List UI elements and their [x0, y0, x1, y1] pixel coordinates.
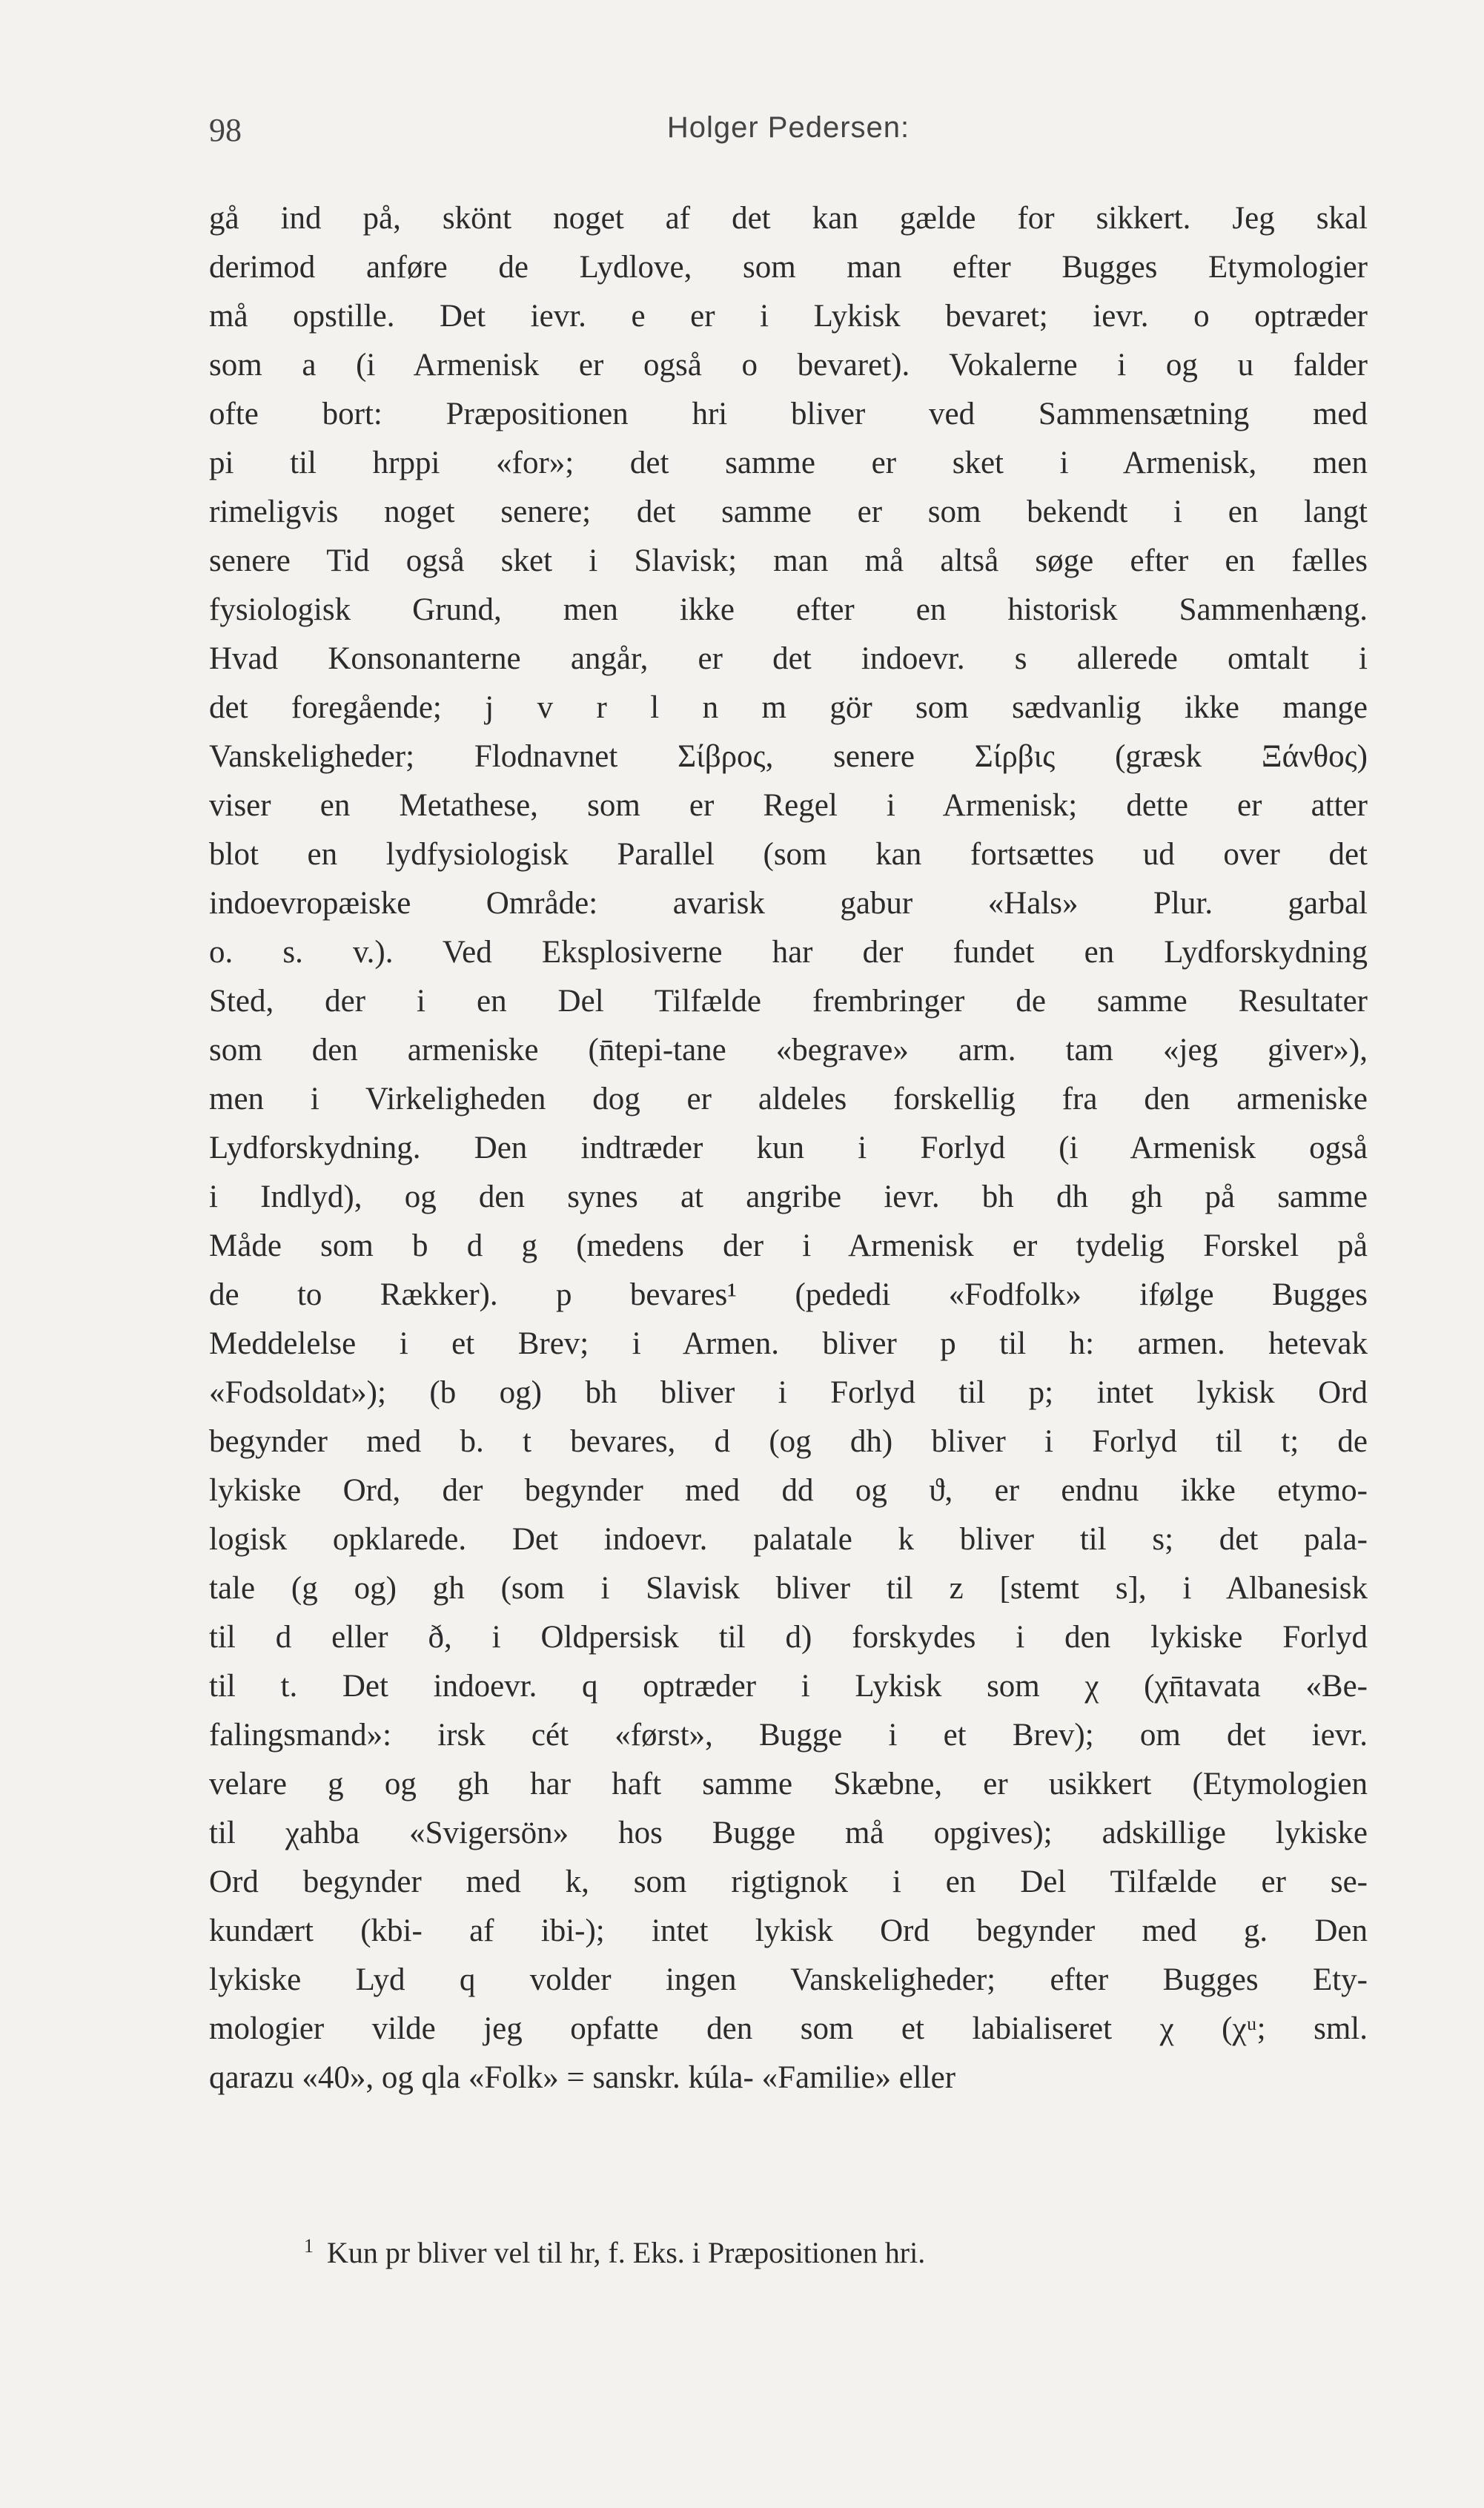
- page-header: [209, 111, 1368, 163]
- text-line: som den armeniske (n̄tepi-tane «begrave» arm. tam «jeg giver»),: [209, 1033, 1368, 1068]
- text-line: mologier vilde jeg opfatte den som et labialiseret χ (χᵘ; sml.: [209, 2011, 1368, 2046]
- text-line: ofte bort: Præpositionen hri bliver ved Sammensætning med: [209, 397, 1368, 431]
- text-line: men i Virkeligheden dog er aldeles forskellig fra den armeniske: [209, 1082, 1368, 1116]
- text-line: indoevropæiske Område: avarisk gabur «Hals» Plur. garbal: [209, 886, 1368, 921]
- text-line: til χahba «Svigersön» hos Bugge må opgives); adskillige lykiske: [209, 1816, 1368, 1850]
- running-head: Holger Pedersen:: [666, 111, 910, 144]
- text-line: til t. Det indoevr. q optræder i Lykisk som χ (χn̄tavata «Be-: [209, 1669, 1368, 1704]
- text-line: falingsmand»: irsk cét «først», Bugge i et Brev); om det ievr.: [209, 1718, 1368, 1753]
- text-line: Lydforskydning. Den indtræder kun i Forlyd (i Armenisk også: [209, 1131, 1368, 1165]
- footnote-text: Kun pr bliver vel til hr, f. Eks. i Præpositionen hri.: [327, 2236, 926, 2269]
- text-line: kundært (kbi- af ibi-); intet lykisk Ord begynder med g. Den: [209, 1913, 1368, 1948]
- body-text: [209, 194, 1368, 2102]
- footnote-marker: 1: [304, 2235, 314, 2257]
- text-line: Meddelelse i et Brev; i Armen. bliver p til h: armen. hetevak: [209, 1326, 1368, 1361]
- text-line: blot en lydfysiologisk Parallel (som kan fortsættes ud over det: [209, 837, 1368, 872]
- text-line: derimod anføre de Lydlove, som man efter Bugges Etymologier: [209, 250, 1368, 285]
- text-line: Vanskeligheder; Flodnavnet Σίβρος, senere Σίρβις (græsk Ξάνθος): [209, 739, 1368, 774]
- text-line: lykiske Ord, der begynder med dd og ϑ, er endnu ikke etymo-: [209, 1473, 1368, 1508]
- text-line: logisk opklarede. Det indoevr. palatale k bliver til s; det pala-: [209, 1522, 1368, 1557]
- text-line: «Fodsoldat»); (b og) bh bliver i Forlyd til p; intet lykisk Ord: [209, 1375, 1368, 1410]
- text-line: senere Tid også sket i Slavisk; man må altså søge efter en fælles: [209, 543, 1368, 578]
- text-line: Måde som b d g (medens der i Armenisk er tydelig Forskel på: [209, 1228, 1368, 1263]
- text-line: som a (i Armenisk er også o bevaret). Vokalerne i og u falder: [209, 348, 1368, 383]
- footnote: [304, 2224, 1368, 2275]
- text-line: qarazu «40», og qla «Folk» = sanskr. kúla- «Familie» eller: [209, 2060, 956, 2095]
- text-line: fysiologisk Grund, men ikke efter en historisk Sammenhæng.: [209, 592, 1368, 627]
- text-line: velare g og gh har haft samme Skæbne, er usikkert (Etymologien: [209, 1767, 1368, 1801]
- text-line: pi til hrppi «for»; det samme er sket i Armenisk, men: [209, 446, 1368, 480]
- text-line: Ord begynder med k, som rigtignok i en Del Tilfælde er se-: [209, 1865, 1368, 1899]
- text-line: o. s. v.). Ved Eksplosiverne har der fundet en Lydforskydning: [209, 935, 1368, 970]
- page-number: 98: [209, 112, 242, 148]
- text-line: tale (g og) gh (som i Slavisk bliver til z [stemt s], i Albanesisk: [209, 1571, 1368, 1606]
- text-line: Sted, der i en Del Tilfælde frembringer de samme Resultater: [209, 984, 1368, 1019]
- text-line: de to Rækker). p bevares¹ (pededi «Fodfolk» ifølge Bugges: [209, 1277, 1368, 1312]
- text-line: viser en Metathese, som er Regel i Armenisk; dette er atter: [209, 788, 1368, 823]
- text-line: må opstille. Det ievr. e er i Lykisk bevaret; ievr. o optræder: [209, 299, 1368, 334]
- text-line: rimeligvis noget senere; det samme er som bekendt i en langt: [209, 494, 1368, 529]
- text-line: til d eller ð, i Oldpersisk til d) forskydes i den lykiske Forlyd: [209, 1620, 1368, 1655]
- text-line: gå ind på, skönt noget af det kan gælde for sikkert. Jeg skal: [209, 201, 1368, 236]
- text-line: begynder med b. t bevares, d (og dh) bliver i Forlyd til t; de: [209, 1424, 1368, 1459]
- text-line: i Indlyd), og den synes at angribe ievr. bh dh gh på samme: [209, 1179, 1368, 1214]
- text-line: det foregående; j v r l n m gör som sædvanlig ikke mange: [209, 690, 1368, 725]
- text-line: lykiske Lyd q volder ingen Vanskeligheder; efter Bugges Ety-: [209, 1962, 1368, 1997]
- text-line: Hvad Konsonanterne angår, er det indoevr. s allerede omtalt i: [209, 641, 1368, 676]
